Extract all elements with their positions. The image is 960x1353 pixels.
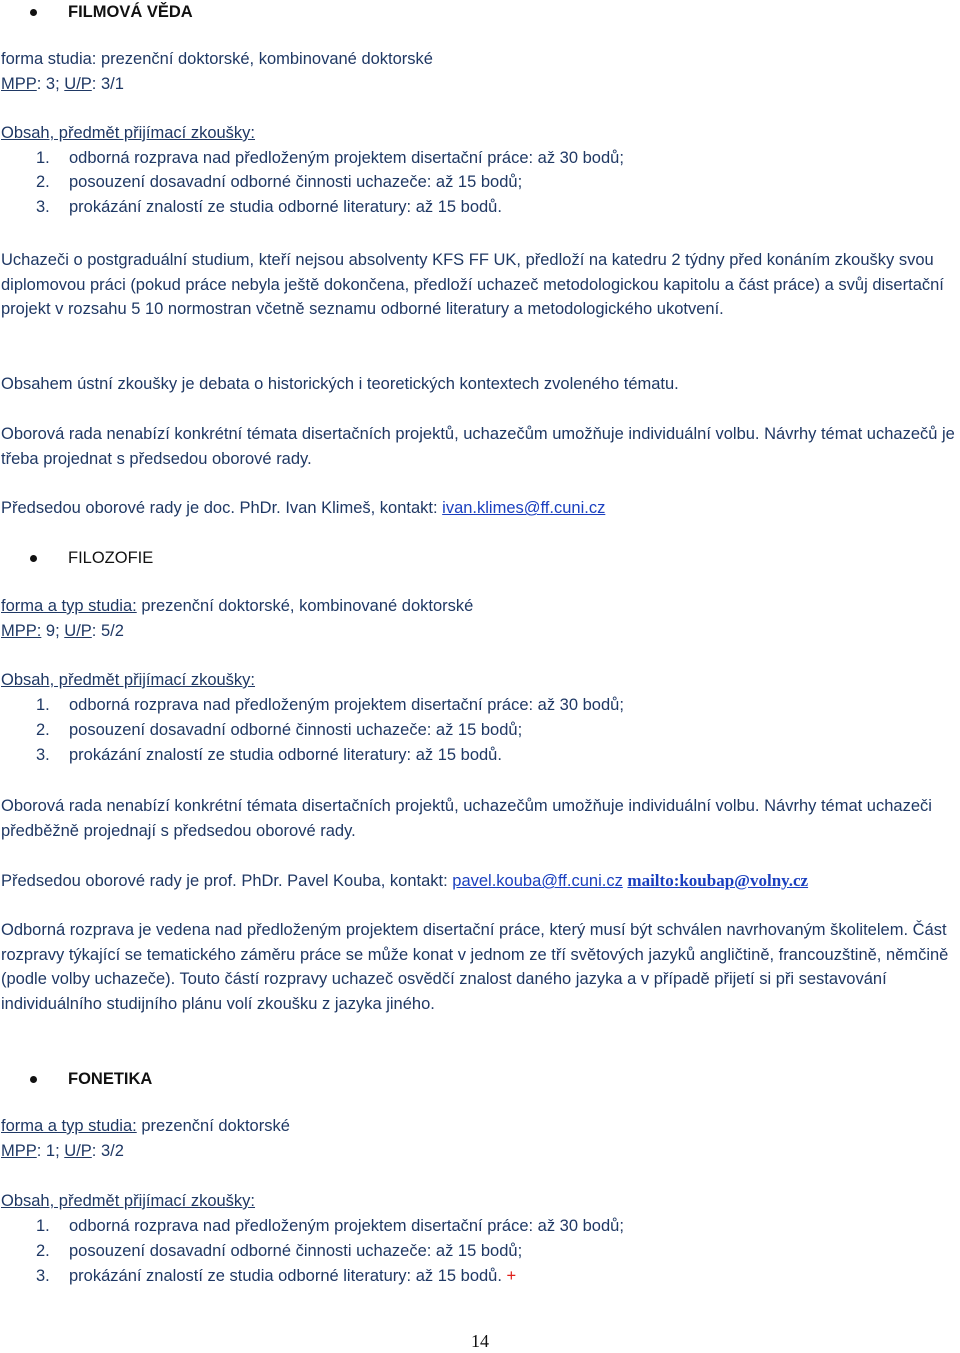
- phonetics-exam-label: Obsah, předmět přijímací zkoušky:: [1, 1192, 256, 1210]
- philosophy-mpp-line: MPP: 9; U/P: 5/2: [1, 622, 124, 640]
- plus-mark: +: [506, 1267, 517, 1285]
- document-page: FILMOVÁ VĚDA forma studia: prezenční doktorské, kombinované doktorské MPP: 3; U/P: 3/1 Obsah, předmět přijímací zkoušky: 1. odborná rozprava nad předloženým projektem disertační práce: až 30 bodů; 2. posouzení dosavadní odborné činnosti uchazeče: až 15 bodů; 3. prokázání znalostí ze studia odborné literatury: až 15 bodů. Uchazeči o postgraduální studium, kteří nejsou absolventy KFS FF UK, předloží na katedru 2 týdny před konáním zkoušky svou diplomovou práci (pokud práce nebyla ještě dokončena, předloží uchazeč metodologickou kapitolu a část práce) a svůj disertační projekt v rozsahu 5 10 normostran včetně seznamu odborné literatury a metodologického ukotvení. Obsahem ústní zkoušky je debata o historických i teoretických kontextech zvoleného tématu. Oborová rada nenabízí konkrétní témata disertačních projektů, uchazečům umožňuje individuální volbu. Návrhy témat uchazečů je třeba projednat s předsedou oborové rady. Předsedou oborové rady je doc. PhDr. Ivan Klimeš, kontakt: ivan.klimes@ff.cuni.cz FILOZOFIE forma a typ studia: prezenční doktorské, kombinované doktorské MPP: 9; U/P: 5/2 Obsah, předmět přijímací zkoušky: 1. odborná rozprava nad předloženým projektem disertační práce: až 30 bodů; 2. posouzení dosavadní odborné činnosti uchazeče: až 15 bodů; 3. prokázání znalostí ze studia odborné literatury: až 15 bodů. Oborová rada nenabízí konkrétní témata disertačních projektů, uchazečům umožňuje individuální volbu. Návrhy témat uchazeči předběžně projednají s předsedou oborové rady. Předsedou oborové rady je prof. PhDr. Pavel Kouba, kontakt: pavel.kouba@ff.cuni.cz mailto:koubap@volny.cz Odborná rozprava je vedena nad předloženým projektem disertační práce, který musí být schválen navrhovaným školitelem. Část rozpravy týkající se tematického záměru práce se může konat v jednom ze tří světových jazyků angličtině, francouzštině, němčině (podle volby uchazeče). Touto částí rozpravy uchazeč osvědčí znalost daného jazyka a v případě přijetí si při sestavování individuálního studijního plánu volí zkoušku z jazyka jiného. FONETIKA forma a typ studia: prezenční doktorské MPP: 1; U/P: 3/2 Obsah, předmět přijímací zkoušky: 1. odborná rozprava nad předloženým projektem disertační práce: až 30 bodů; 2. posouzení dosavadní odborné činnosti uchazeče: až 15 bodů; 3. prokázání znalostí ze studia odborné literatury: až 15 bodů. + 14: [0, 0, 960, 1353]
- film-paragraph-2: Obsahem ústní zkoušky je debata o historických i teoretických kontextech zvoleného tématu.: [1, 375, 679, 393]
- film-mpp-line: MPP: 3; U/P: 3/1: [1, 75, 124, 93]
- philosophy-paragraph-1: Oborová rada nenabízí konkrétní témata disertačních projektů, uchazečům umožňuje individuální volbu. Návrhy témat uchazeči předběžně projednají s předsedou oborové rady.: [1, 797, 932, 840]
- bullet-icon: [30, 9, 37, 16]
- film-exam-label: Obsah, předmět přijímací zkoušky:: [1, 124, 256, 142]
- film-chair-line: Předsedou oborové rady je doc. PhDr. Ivan Klimeš, kontakt: ivan.klimes@ff.cuni.cz: [1, 499, 606, 517]
- page-number: 14: [471, 1331, 489, 1351]
- philosophy-paragraph-2: Odborná rozprava je vedena nad předloženým projektem disertační práce, který musí být schválen navrhovaným školitelem. Část rozpravy týkající se tematického záměru práce se může konat v jednom ze tří světových jazyků angličtině, francouzštině, němčině (podle volby uchazeče). Touto částí rozpravy uchazeč osvědčí znalost daného jazyka a v případě přijetí si při sestavování individuálního studijního plánu volí zkoušku z jazyka jiného.: [1, 921, 949, 1013]
- phonetics-mpp-line: MPP: 1; U/P: 3/2: [1, 1142, 124, 1160]
- philosophy-form-line: forma a typ studia: prezenční doktorské, kombinované doktorské: [1, 597, 474, 615]
- bullet-icon: [30, 1076, 37, 1083]
- phonetics-form-line: forma a typ studia: prezenční doktorské: [1, 1117, 290, 1135]
- philosophy-chair-email-link[interactable]: pavel.kouba@ff.cuni.cz: [452, 872, 623, 890]
- film-chair-email-link[interactable]: ivan.klimes@ff.cuni.cz: [442, 499, 606, 517]
- film-paragraph-1: Uchazeči o postgraduální studium, kteří nejsou absolventy KFS FF UK, předloží na katedru 2 týdny před konáním zkoušky svou diplomovou práci (pokud práce nebyla ještě dokončena, předloží uchazeč metodologickou kapitolu a část práce) a svůj disertační projekt v rozsahu 5 10 normostran včetně seznamu odborné literatury a metodologického ukotvení.: [1, 251, 944, 318]
- film-form-line: forma studia: prezenční doktorské, kombinované doktorské: [1, 50, 433, 68]
- philosophy-exam-label: Obsah, předmět přijímací zkoušky:: [1, 671, 256, 689]
- film-paragraph-3: Oborová rada nenabízí konkrétní témata disertačních projektů, uchazečům umožňuje individuální volbu. Návrhy témat uchazečů je třeba projednat s předsedou oborové rady.: [1, 425, 955, 468]
- philosophy-mailto-link[interactable]: mailto:koubap@volny.cz: [627, 871, 809, 890]
- philosophy-chair-line: Předsedou oborové rady je prof. PhDr. Pavel Kouba, kontakt: pavel.kouba@ff.cuni.cz mailto:koubap@volny.cz: [1, 871, 809, 890]
- bullet-icon: [30, 555, 37, 562]
